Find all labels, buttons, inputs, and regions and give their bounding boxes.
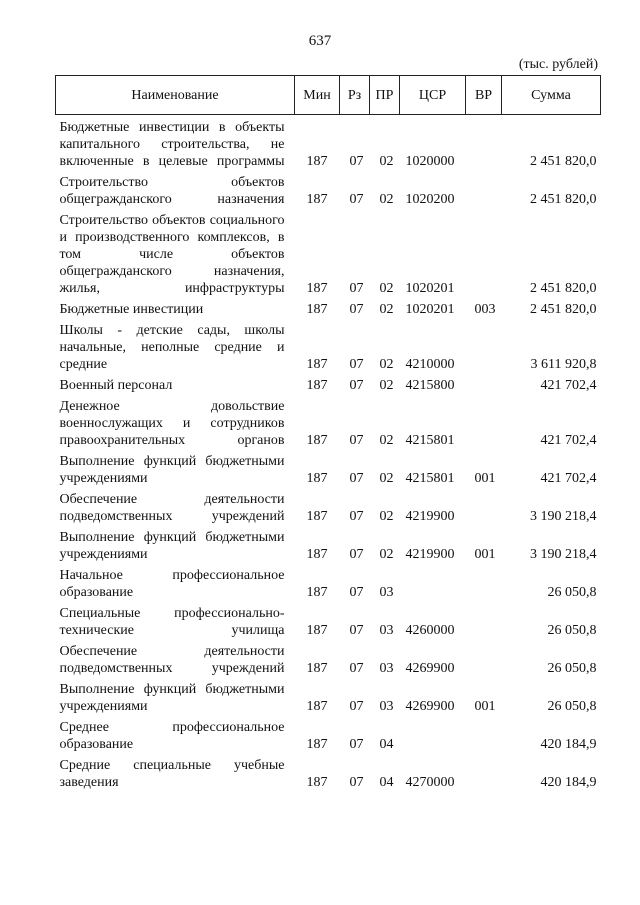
row-vr xyxy=(466,322,502,377)
row-rz: 07 xyxy=(349,302,364,317)
table-row xyxy=(56,605,601,643)
row-pr: 03 xyxy=(379,585,394,600)
row-sum: 421 702,4 xyxy=(540,378,597,393)
row-rz: 07 xyxy=(349,192,364,207)
row-vr xyxy=(466,719,502,757)
table-row xyxy=(56,719,601,757)
row-vr xyxy=(466,377,502,398)
table-row xyxy=(56,453,601,491)
row-name: Строительство объектов социального и производственного комплексов, в том числе объектов общегражданского назначения, жилья, инфраструктуры xyxy=(59,213,285,296)
row-sum: 2 451 820,0 xyxy=(530,154,597,169)
row-csr: 1020000 xyxy=(405,154,455,169)
row-sum: 26 050,8 xyxy=(547,623,597,638)
row-rz: 07 xyxy=(349,661,364,676)
row-pr: 04 xyxy=(379,737,394,752)
header-sum: Сумма xyxy=(502,76,601,115)
row-rz: 07 xyxy=(349,623,364,638)
table-header-row xyxy=(56,76,601,115)
row-pr: 02 xyxy=(379,281,394,296)
row-pr: 03 xyxy=(379,661,394,676)
row-rz: 07 xyxy=(349,471,364,486)
budget-table xyxy=(55,75,601,795)
table-row xyxy=(56,491,601,529)
table-row xyxy=(56,212,601,301)
row-min: 187 xyxy=(306,623,328,638)
row-vr xyxy=(466,491,502,529)
row-sum: 2 451 820,0 xyxy=(530,302,597,317)
units-note: (тыс. рублей) xyxy=(518,57,598,72)
row-name: Специальные профессионально-технические училища xyxy=(59,606,285,638)
header-pr: ПР xyxy=(370,76,400,115)
row-min: 187 xyxy=(306,699,328,714)
row-pr: 02 xyxy=(379,471,394,486)
row-rz: 07 xyxy=(349,433,364,448)
row-vr xyxy=(466,605,502,643)
row-pr: 02 xyxy=(379,357,394,372)
row-csr xyxy=(400,719,466,757)
row-sum: 2 451 820,0 xyxy=(530,192,597,207)
row-min: 187 xyxy=(306,775,328,790)
table-row xyxy=(56,322,601,377)
table-row xyxy=(56,567,601,605)
row-name: Денежное довольствие военнослужащих и сотрудников правоохранительных органов xyxy=(59,399,285,448)
table-row xyxy=(56,681,601,719)
row-name: Средние специальные учебные заведения xyxy=(59,758,285,790)
row-sum: 3 190 218,4 xyxy=(530,509,597,524)
row-vr xyxy=(466,174,502,212)
row-sum: 26 050,8 xyxy=(547,585,597,600)
row-csr: 4269900 xyxy=(405,699,455,714)
row-rz: 07 xyxy=(349,378,364,393)
row-name: Обеспечение деятельности подведомственных учреждений xyxy=(59,644,285,676)
row-csr: 4215801 xyxy=(405,433,455,448)
row-pr: 02 xyxy=(379,509,394,524)
row-min: 187 xyxy=(306,302,328,317)
row-pr: 02 xyxy=(379,302,394,317)
row-vr: 003 xyxy=(474,302,496,317)
row-name: Строительство объектов общегражданского назначения xyxy=(59,175,285,207)
header-vr: ВР xyxy=(466,76,502,115)
row-pr: 04 xyxy=(379,775,394,790)
row-vr xyxy=(466,643,502,681)
row-sum: 2 451 820,0 xyxy=(530,281,597,296)
row-rz: 07 xyxy=(349,737,364,752)
row-pr: 02 xyxy=(379,433,394,448)
row-csr: 1020200 xyxy=(405,192,455,207)
row-vr xyxy=(466,212,502,301)
row-vr xyxy=(466,398,502,453)
page-number: 637 xyxy=(308,33,332,49)
row-pr: 03 xyxy=(379,699,394,714)
row-csr: 4219900 xyxy=(405,547,455,562)
row-min: 187 xyxy=(306,737,328,752)
row-min: 187 xyxy=(306,154,328,169)
row-csr xyxy=(400,567,466,605)
row-name: Военный персонал xyxy=(59,378,173,393)
row-csr: 4210000 xyxy=(405,357,455,372)
table-row xyxy=(56,757,601,795)
row-rz: 07 xyxy=(349,509,364,524)
row-rz: 07 xyxy=(349,357,364,372)
table-row xyxy=(56,174,601,212)
table-row xyxy=(56,643,601,681)
row-csr: 4260000 xyxy=(405,623,455,638)
row-pr: 02 xyxy=(379,547,394,562)
row-name: Среднее профессиональное образование xyxy=(59,720,285,752)
row-pr: 03 xyxy=(379,623,394,638)
header-csr: ЦСР xyxy=(400,76,466,115)
row-min: 187 xyxy=(306,378,328,393)
row-csr: 4270000 xyxy=(405,775,455,790)
row-vr: 001 xyxy=(474,547,496,562)
row-min: 187 xyxy=(306,357,328,372)
row-sum: 421 702,4 xyxy=(540,471,597,486)
row-sum: 26 050,8 xyxy=(547,661,597,676)
row-min: 187 xyxy=(306,661,328,676)
table-row xyxy=(56,398,601,453)
row-sum: 3 611 920,8 xyxy=(530,357,597,372)
row-min: 187 xyxy=(306,547,328,562)
row-vr: 001 xyxy=(474,699,496,714)
row-csr: 1020201 xyxy=(405,302,455,317)
row-name: Выполнение функций бюджетными учреждениями xyxy=(59,682,285,714)
header-rz: Рз xyxy=(340,76,370,115)
row-vr: 001 xyxy=(474,471,496,486)
row-rz: 07 xyxy=(349,585,364,600)
row-vr xyxy=(466,567,502,605)
row-name: Начальное профессиональное образование xyxy=(59,568,285,600)
row-csr: 4215801 xyxy=(405,471,455,486)
table-row xyxy=(56,301,601,322)
row-min: 187 xyxy=(306,281,328,296)
table-row xyxy=(56,377,601,398)
row-name: Бюджетные инвестиции в объекты капитального строительства, не включенные в целевые программы xyxy=(59,120,285,169)
header-name: Наименование xyxy=(56,76,295,115)
row-pr: 02 xyxy=(379,154,394,169)
row-rz: 07 xyxy=(349,775,364,790)
row-name: Школы - детские сады, школы начальные, неполные средние и средние xyxy=(59,323,285,372)
row-sum: 421 702,4 xyxy=(540,433,597,448)
row-rz: 07 xyxy=(349,547,364,562)
row-name: Бюджетные инвестиции xyxy=(59,302,204,317)
row-csr: 4269900 xyxy=(405,661,455,676)
row-rz: 07 xyxy=(349,699,364,714)
row-csr: 4219900 xyxy=(405,509,455,524)
table-row xyxy=(56,115,601,175)
row-min: 187 xyxy=(306,585,328,600)
row-sum: 26 050,8 xyxy=(547,699,597,714)
row-sum: 3 190 218,4 xyxy=(530,547,597,562)
row-min: 187 xyxy=(306,471,328,486)
row-min: 187 xyxy=(306,192,328,207)
row-rz: 07 xyxy=(349,281,364,296)
row-min: 187 xyxy=(306,509,328,524)
table-row xyxy=(56,529,601,567)
row-rz: 07 xyxy=(349,154,364,169)
row-name: Выполнение функций бюджетными учреждениями xyxy=(59,454,285,486)
row-sum: 420 184,9 xyxy=(540,737,597,752)
row-pr: 02 xyxy=(379,192,394,207)
row-csr: 1020201 xyxy=(405,281,455,296)
row-sum: 420 184,9 xyxy=(540,775,597,790)
row-csr: 4215800 xyxy=(405,378,455,393)
row-name: Выполнение функций бюджетными учреждениями xyxy=(59,530,285,562)
row-vr xyxy=(466,115,502,175)
header-min: Мин xyxy=(295,76,340,115)
row-pr: 02 xyxy=(379,378,394,393)
row-name: Обеспечение деятельности подведомственных учреждений xyxy=(59,492,285,524)
row-min: 187 xyxy=(306,433,328,448)
row-vr xyxy=(466,757,502,795)
